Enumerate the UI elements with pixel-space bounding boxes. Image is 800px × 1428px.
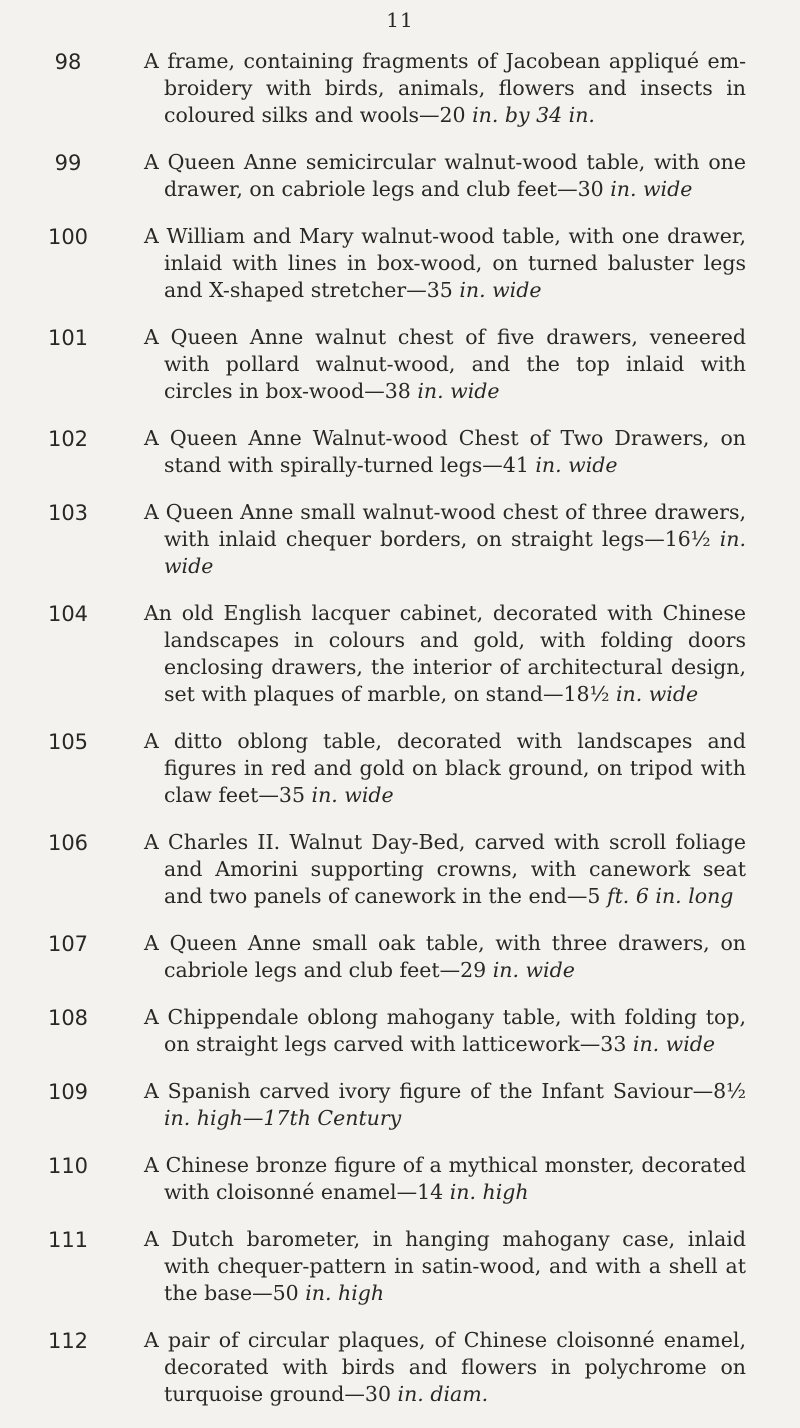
lot-entry — [0, 1226, 800, 1307]
lot-text: A pair of circular plaques, of Chinese cloisonné enamel, decorated with birds and flowers in polychrome on turquoise ground—30 — [144, 1328, 746, 1406]
lot-description — [144, 930, 746, 984]
lot-dimensions: in. wide — [459, 278, 542, 302]
lot-number: 100 — [47, 225, 89, 249]
lot-entry — [0, 1078, 800, 1132]
lot-entry — [0, 425, 800, 479]
lot-entry — [0, 499, 800, 580]
lot-description — [144, 1152, 746, 1206]
lot-entry — [0, 223, 800, 304]
lot-number: 99 — [54, 151, 82, 175]
lot-entry — [0, 324, 800, 405]
lot-description — [144, 829, 746, 910]
lot-entry — [0, 600, 800, 708]
lot-text: A Dutch barometer, in hanging mahogany case, inlaid with chequer-pattern in satin-wood, and with a shell at the base—50 — [144, 1227, 746, 1305]
lot-number: 111 — [47, 1228, 89, 1252]
lot-text: A Queen Anne small oak table, with three drawers, on cabriole legs and club feet—29 — [144, 931, 746, 982]
lot-number: 107 — [47, 932, 89, 956]
lot-description — [144, 48, 746, 129]
lot-number: 106 — [47, 831, 89, 855]
lot-dimensions: in. wide — [492, 958, 575, 982]
lot-text: A Chippendale oblong mahogany table, with folding top, on straight legs carved with latticework—33 — [144, 1005, 746, 1056]
lot-text: A Charles II. Walnut Day-Bed, carved with scroll foliage and Amorini supporting crowns, with canework seat and two panels of canework in the end—5 — [144, 830, 746, 908]
lot-dimensions: in. high — [449, 1180, 529, 1204]
lot-entry — [0, 1152, 800, 1206]
lot-dimensions: in. high — [305, 1281, 385, 1305]
lot-description — [144, 1327, 746, 1408]
lot-description — [144, 223, 746, 304]
lot-list — [0, 48, 800, 1428]
lot-text: An old English lacquer cabinet, decorated with Chinese landscapes in colours and gold, with folding doors enclosing drawers, the interior of architectural design, set with plaques of marble, on stand—18½ — [144, 601, 746, 706]
lot-description — [144, 324, 746, 405]
lot-entry — [0, 829, 800, 910]
lot-text: A frame, containing fragments of Jacobean appliqué em-broidery with birds, animals, flowers and insects in coloured silks and wools—20 — [144, 49, 746, 127]
lot-dimensions: in. wide — [164, 527, 746, 578]
lot-description — [144, 1226, 746, 1307]
lot-dimensions: in. diam. — [397, 1382, 489, 1406]
lot-dimensions: in. wide — [311, 783, 394, 807]
lot-text: A Spanish carved ivory figure of the Infant Saviour—8½ — [144, 1079, 746, 1103]
lot-text: A William and Mary walnut-wood table, with one drawer, inlaid with lines in box-wood, on turned baluster legs and X-shaped stretcher—35 — [144, 224, 746, 302]
lot-number: 104 — [47, 602, 89, 626]
lot-text: A ditto oblong table, decorated with landscapes and figures in red and gold on black ground, on tripod with claw feet—35 — [144, 729, 746, 807]
lot-description — [144, 149, 746, 203]
lot-entry — [0, 1327, 800, 1408]
lot-number: 110 — [47, 1154, 89, 1178]
lot-description — [144, 1004, 746, 1058]
lot-description — [144, 1078, 746, 1132]
lot-entry — [0, 930, 800, 984]
lot-dimensions: in. wide — [417, 379, 500, 403]
lot-text: A Queen Anne walnut chest of five drawers, veneered with pollard walnut-wood, and the top inlaid with circles in box-wood—38 — [144, 325, 746, 403]
lot-text: A Queen Anne Walnut-wood Chest of Two Drawers, on stand with spirally-turned legs—41 — [144, 426, 746, 477]
lot-entry — [0, 728, 800, 809]
lot-number: 103 — [47, 501, 89, 525]
lot-text: A Queen Anne semicircular walnut-wood table, with one drawer, on cabriole legs and club feet—30 — [144, 150, 746, 201]
lot-dimensions: in. wide — [610, 177, 693, 201]
lot-number: 105 — [47, 730, 89, 754]
lot-dimensions: ft. 6 in. long — [606, 884, 734, 908]
lot-number: 101 — [47, 326, 89, 350]
lot-dimensions: in. high—17th Century — [164, 1106, 402, 1130]
lot-dimensions: in. by 34 in. — [472, 103, 595, 127]
lot-text: A Chinese bronze figure of a mythical monster, decorated with cloisonné enamel—14 — [144, 1153, 746, 1204]
lot-description — [144, 499, 746, 580]
lot-entry — [0, 149, 800, 203]
lot-number: 98 — [54, 50, 82, 74]
lot-description — [144, 600, 746, 708]
lot-entry — [0, 1004, 800, 1058]
lot-number: 112 — [47, 1329, 89, 1353]
lot-number: 102 — [47, 427, 89, 451]
lot-number: 109 — [47, 1080, 89, 1104]
lot-description — [144, 425, 746, 479]
lot-dimensions: in. wide — [615, 682, 699, 706]
lot-entry — [0, 48, 800, 129]
lot-text: A Queen Anne small walnut-wood chest of three drawers, with inlaid chequer borders, on straight legs—16½ — [144, 500, 746, 551]
lot-dimensions: in. wide — [632, 1032, 716, 1056]
page-number: 11 — [386, 8, 414, 32]
lot-dimensions: in. wide — [535, 453, 618, 477]
lot-description — [144, 728, 746, 809]
lot-number: 108 — [47, 1006, 89, 1030]
